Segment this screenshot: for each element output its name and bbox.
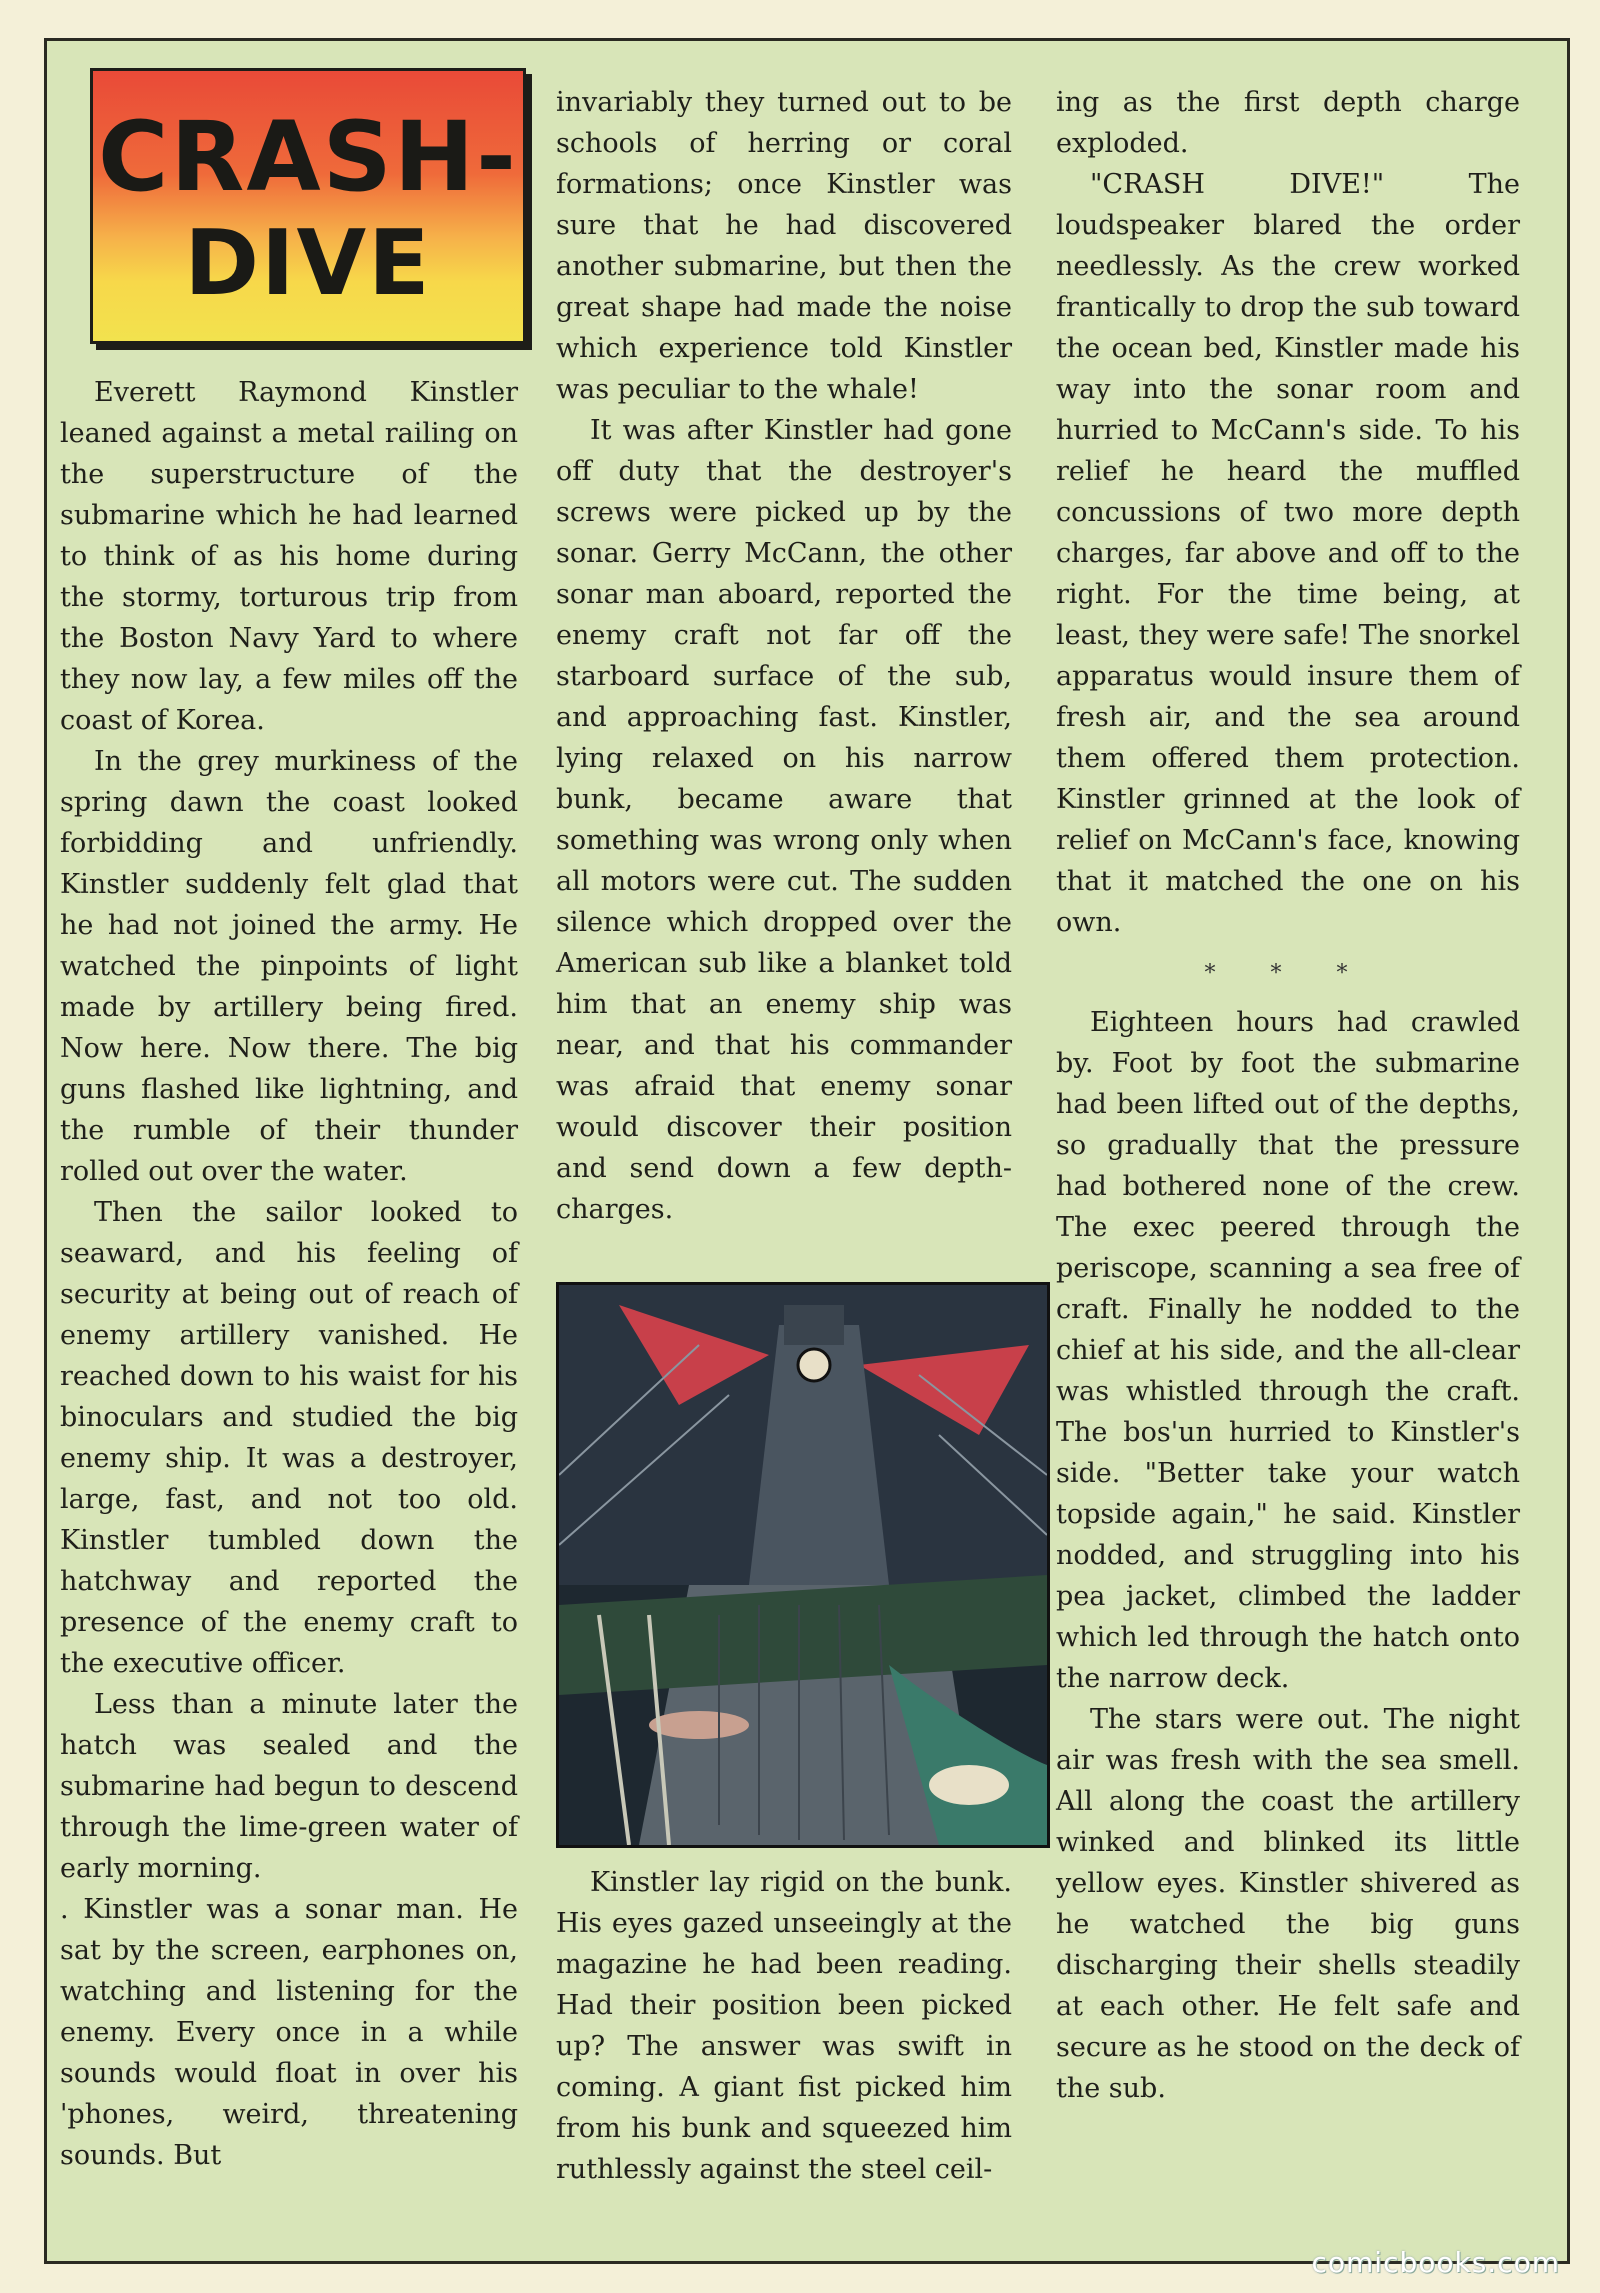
story-column-2-bottom <box>556 1862 1012 2190</box>
paragraph: Eighteen hours had crawled by. Foot by foot the submarine had been lifted out of the depths, so gradually that the pressure had bothered none of the crew. The exec peered through the periscope, scanning a sea free of craft. Finally he nodded to the chief at his side, and the all-clear was whistled through the craft. The bos'un hurried to Kinstler's side. "Better take your watch topside again," he said. Kinstler nodded, and struggling into his pea jacket, climbed the ladder which led through the hatch onto the narrow deck. <box>1056 1007 1520 1694</box>
paragraph: invariably they turned out to be schools of herring or coral formations; once Kinstler was sure that he had discovered another submarine, but then the great shape had made the noise which experience told Kinstler was peculiar to the whale! <box>556 87 1012 405</box>
site-watermark: comicbooks.com <box>1311 2246 1560 2279</box>
submarine-illustration <box>556 1282 1050 1848</box>
paragraph: Kinstler lay rigid on the bunk. His eyes gazed unseeingly at the magazine he had been reading. Had their position been picked up? The answer was swift in coming. A giant fist picked him from his bunk and squeezed him ruthlessly against the steel ceil- <box>556 1867 1012 2185</box>
section-break: * * * <box>1204 961 1372 986</box>
title-banner <box>90 68 526 344</box>
paragraph: Then the sailor looked to seaward, and his feeling of security at being out of reach of enemy artillery vanished. He reached down to his waist for his binoculars and studied the big enemy ship. It was a destroyer, large, fast, and not too old. Kinstler tumbled down the hatchway and reported the presence of the enemy craft to the executive officer. <box>60 1197 518 1679</box>
story-column-3 <box>1056 82 1520 2109</box>
paragraph: It was after Kinstler had gone off duty that the destroyer's screws were picked up by the sonar. Gerry McCann, the other sonar man aboard, reported the enemy craft not far off the starboard surface of the sub, and approaching fast. Kinstler, lying relaxed on his narrow bunk, became aware that something was wrong only when all motors were cut. The sudden silence which dropped over the American sub like a blanket told him that an enemy ship was near, and that his commander was afraid that enemy sonar would discover their position and send down a few depth-charges. <box>556 415 1012 1225</box>
story-column-2-top <box>556 82 1012 1230</box>
title-line-2: DIVE <box>184 211 432 316</box>
paragraph: . Kinstler was a sonar man. He sat by the screen, earphones on, watching and listening for the enemy. Every once in a while sounds would float in over his 'phones, weird, threatening sounds. But <box>60 1894 518 2171</box>
paragraph: Less than a minute later the hatch was sealed and the submarine had begun to descend through the lime-green water of early morning. <box>60 1689 518 1884</box>
submarine-drawing <box>559 1285 1047 1845</box>
paragraph: The stars were out. The night air was fresh with the sea smell. All along the coast the artillery winked and blinked its little yellow eyes. Kinstler shivered as he watched the big guns discharging their shells steadily at each other. He felt safe and secure as he stood on the deck of the sub. <box>1056 1704 1520 2104</box>
story-column-1 <box>60 372 518 2176</box>
paragraph: "CRASH DIVE!" The loudspeaker blared the order needlessly. As the crew worked frantically to drop the sub toward the ocean bed, Kinstler made his way into the sonar room and hurried to McCann's side. To his relief he heard the muffled concussions of two more depth charges, far above and off to the right. For the time being, at least, they were safe! The snorkel apparatus would insure them of fresh air, and the sea around them offered them protection. Kinstler grinned at the look of relief on McCann's face, knowing that it matched the one on his own. <box>1056 169 1520 938</box>
paragraph: In the grey murkiness of the spring dawn the coast looked forbidding and unfriendly. Kinstler suddenly felt glad that he had not joined the army. He watched the pinpoints of light made by artillery being fired. Now here. Now there. The big guns flashed like lightning, and the rumble of their thunder rolled out over the water. <box>60 746 518 1187</box>
paragraph: Everett Raymond Kinstler leaned against a metal railing on the superstructure of the submarine which he had learned to think of as his home during the stormy, torturous trip from the Boston Navy Yard to where they now lay, a few miles off the coast of Korea. <box>60 377 518 736</box>
title-line-1: CRASH- <box>98 101 518 213</box>
paragraph: ing as the first depth charge exploded. <box>1056 87 1520 159</box>
